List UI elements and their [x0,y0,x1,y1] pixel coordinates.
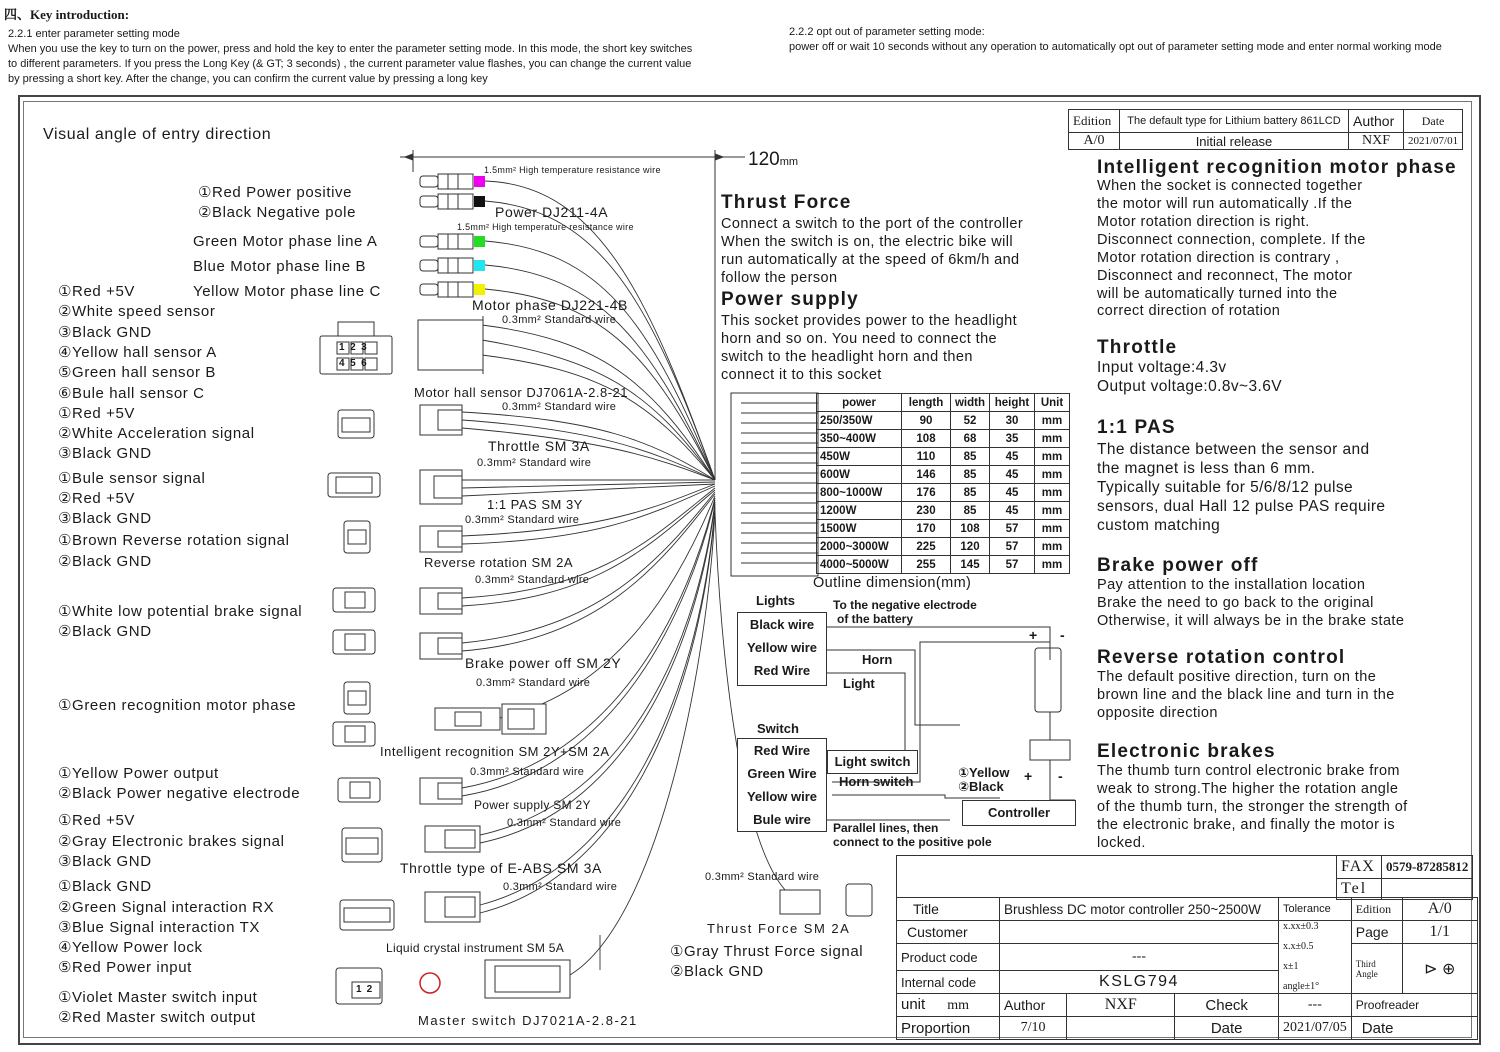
edition-desc: The default type for Lithium battery 861LCD [1120,110,1349,133]
internal-code-value: KSLG794 [1000,971,1279,994]
minus-sign-bottom: - [1058,768,1063,784]
master-pin1: ①Violet Master switch input [58,989,258,1006]
pas-pin1: ①Bule sensor signal [58,470,206,487]
dimension-cell: mm [1035,520,1070,538]
tolerance-values [1279,921,1352,994]
pas-connector-name: 1:1 PAS SM 3Y [487,497,583,512]
plus-sign-top: + [1029,627,1038,643]
dimension-cell: 85 [951,448,990,466]
tolerance-x: x±1 [1283,961,1299,972]
hall-pin-label-3: 3 [361,342,373,353]
dimension-row [817,430,1070,448]
std-wire-thrust: 0.3mm² Standard wire [705,871,820,883]
dimension-row [817,520,1070,538]
ebrake-note-4: the electronic brake, and finally the motor is [1097,817,1396,833]
high-temp-wire-2: 1.5mm² High temperature resistance wire [457,222,634,232]
lights-wire-yellow: Yellow wire [746,640,818,655]
dimension-row [817,448,1070,466]
master-pins [356,984,377,995]
pas-pin3: ③Black GND [58,510,152,527]
dimension-cell: 255 [902,556,951,574]
power-positive-label: ①Red Power positive [198,184,353,201]
green-wire-marker [474,236,485,247]
ebrake-note-1: The thumb turn control electronic brake from [1097,763,1400,779]
hall-pin-label-5: 5 [350,358,362,369]
controller-box: Controller [962,800,1076,826]
hall-pin3: ③Black GND [58,324,152,341]
recog-text-4: Disconnect connection, complete. If the [1097,232,1366,248]
lights-wire-black: Black wire [749,617,815,632]
proofreader-label: Proofreader [1351,994,1477,1017]
view-label: Visual angle of entry direction [43,126,272,143]
date-label-tb: Date [1175,1017,1279,1040]
power-supply-text-1: This socket provides power to the headlight [721,313,1018,329]
pas-note-2: the magnet is less than 6 mm. [1097,460,1316,477]
master-switch-ring [420,973,440,993]
unit-row [897,994,1000,1017]
dimension-row [817,412,1070,430]
tolerance-label: Tolerance [1279,898,1352,921]
reverse-note-title: Reverse rotation control [1097,647,1346,668]
dimension-cell: 45 [990,448,1035,466]
negative-electrode-note [833,598,977,626]
dimension-cell: 800~1000W [817,484,902,502]
dimension-cell: 225 [902,538,951,556]
recog-text-5: Motor rotation direction is contrary , [1097,250,1340,266]
section-title: 四、Key introduction: [4,7,130,22]
lcd-pin3: ③Blue Signal interaction TX [58,919,260,936]
edition-header: Edition [1069,110,1120,133]
hall-pin-label-6: 6 [361,358,373,369]
phase-b-label: Blue Motor phase line B [193,258,367,275]
brake-note-title: Brake power off [1097,555,1259,576]
enter-mode-line-2: to different parameters. If you press the Long Key (& GT; 3 seconds) , the current parameter value flashes, you can change the current value [8,58,692,70]
dimension-cell: 230 [902,502,951,520]
black-pin-label: ②Black [958,779,1004,794]
throttle-note-1: Input voltage:4.3v [1097,359,1227,376]
recog-text-6: Disconnect and reconnect, The motor [1097,268,1353,284]
throttle-pin1: ①Red +5V [58,405,136,422]
lcd-connector-name: Liquid crystal instrument SM 5A [386,941,565,955]
hall-connector-name: Motor hall sensor DJ7061A-2.8-21 [414,385,628,400]
tolerance-xx: x.x±0.5 [1283,941,1314,952]
supply-pin1: ①Yellow Power output [58,765,219,782]
dimension-cell: 45 [990,502,1035,520]
negative-pole-label: ②Black Negative pole [198,204,357,221]
edition-value: A/0 [1069,133,1120,150]
thrust-title: Thrust Force [721,192,852,213]
master-pin-label-2: 2 [366,984,378,995]
dimension-cell: 85 [951,466,990,484]
dimension-cell: 85 [951,502,990,520]
product-code-value: --- [1000,944,1279,971]
thrust-text-3: run automatically at the speed of 6km/h and [721,252,1020,268]
lcd-pin5: ⑤Red Power input [58,959,192,976]
power-supply-text-2: horn and so on. You need to connect the [721,331,998,347]
pas-note-1: The distance between the sensor and [1097,441,1370,458]
customer-value [1000,921,1279,944]
switch-wire-red: Red Wire [753,743,811,758]
enter-mode-title: 2.2.1 enter parameter setting mode [8,28,180,40]
dimension-cell: 45 [990,466,1035,484]
ebrake-note-title: Electronic brakes [1097,741,1276,762]
pas-note-title: 1:1 PAS [1097,417,1176,438]
internal-code-label: Internal code [897,971,1000,994]
dimension-table-header [817,394,1070,412]
ebrake-note-2: weak to strong.The higher the rotation angle [1097,781,1399,797]
lights-label: Lights [756,593,795,608]
yellow-wire-marker [474,284,485,295]
author-label-tb: Author [1000,994,1067,1017]
thrust-text-1: Connect a switch to the port of the controller [721,216,1024,232]
product-code-label: Product code [897,944,1000,971]
power-connectors [420,174,473,297]
hall-pin5: ⑤Green hall sensor B [58,364,217,381]
thrust-pin2: ②Black GND [670,963,764,980]
light-label: Light [843,676,875,691]
recog-text-3: Motor rotation direction is right. [1097,214,1310,230]
projection-symbol-icon: ⊳ ⊕ [1402,944,1477,994]
supply-pin2: ②Black Power negative electrode [58,785,301,802]
power-supply-title: Power supply [721,289,859,310]
tel-label: Tel [1337,879,1382,900]
std-wire-brake: 0.3mm² Standard wire [476,677,591,689]
author-value-tb: NXF [1067,994,1175,1017]
yellow-black-label [958,766,1009,794]
dimension-row [817,484,1070,502]
pas-note-4: sensors, dual Hall 12 pulse PAS require [1097,498,1386,515]
page-label: Page [1351,921,1402,944]
pas-pin2: ②Red +5V [58,490,136,507]
tolerance-xxx: x.xx±0.3 [1283,921,1319,932]
dimension-cell: 145 [951,556,990,574]
master-connector-name: Master switch DJ7021A-2.8-21 [418,1013,638,1028]
dimension-cell: 1200W [817,502,902,520]
edition-date-value: 2021/07/01 [1404,133,1463,150]
throttle-connector-name: Throttle SM 3A [488,438,590,454]
brake-note-2: Brake the need to go back to the original [1097,595,1374,611]
proportion-label: Proportion [901,1019,971,1037]
lights-wire-box [737,612,827,686]
phase-c-label: Yellow Motor phase line C [193,283,381,300]
power-supply-text-4: connect it to this socket [721,367,882,383]
ebrake-pin1: ①Red +5V [58,812,136,829]
dimension-caption: Outline dimension(mm) [813,575,972,591]
thrust-connector-name: Thrust Force SM 2A [707,921,851,936]
dimension-cell: 68 [951,430,990,448]
third-angle-line-2: Angle [1355,968,1378,979]
phase-connector-name: Motor phase DJ221-4B [472,297,628,313]
switch-wire-green: Green Wire [747,766,817,781]
std-wire-hall: 0.3mm² Standard wire [502,401,617,413]
brake-pin1: ①White low potential brake signal [58,603,303,620]
supply-connector-name: Power supply SM 2Y [474,798,591,812]
enter-mode-line-1: When you use the key to turn on the power, press and hold the key to enter the parameter setting mode. In this mode, the short key switches [8,43,693,55]
title-label: Title [897,898,1000,921]
lights-wire-red: Red Wire [753,663,811,678]
edition-date-header: Date [1404,110,1463,133]
recog-text-1: When the socket is connected together [1097,178,1363,194]
dimension-cell: mm [1035,556,1070,574]
dimension-cell: 57 [990,556,1035,574]
thrust-text-4: follow the person [721,270,838,286]
brake-note-1: Pay attention to the installation location [1097,577,1366,593]
tolerance-angle: angle±1° [1283,981,1320,992]
hall-pins-bottom [339,358,372,369]
dimension-cell: 250/350W [817,412,902,430]
recog-pin1: ①Green recognition motor phase [58,697,297,714]
lcd-pin2: ②Green Signal interaction RX [58,899,275,916]
black-wire-marker [474,196,485,207]
horn-switch-label: Horn switch [839,774,914,789]
dimension-number: 120 [748,149,780,170]
switch-label: Switch [757,721,799,736]
edition-author-value: NXF [1349,133,1404,150]
dimension-cell: 108 [951,520,990,538]
dimension-unit: mm [779,156,799,168]
dimension-cell: 85 [951,484,990,502]
dimension-value [748,149,798,171]
throttle-note-2: Output voltage:0.8v~3.6V [1097,378,1282,395]
unit-value: mm [947,998,969,1013]
dimension-row [817,556,1070,574]
edition-release: Initial release [1120,133,1349,150]
reverse-connector-name: Reverse rotation SM 2A [424,555,574,570]
recog-text-8: correct direction of rotation [1097,303,1281,319]
plus-sign-bottom: + [1024,768,1033,784]
reverse-note-3: opposite direction [1097,705,1218,721]
lcd-pin1: ①Black GND [58,878,152,895]
power-supply-text-3: switch to the headlight horn and then [721,349,973,365]
title-value: Brushless DC motor controller 250~2500W [1000,898,1279,921]
parallel-line-2: connect to the positive pole [833,835,992,849]
hall-pin-label-1: 1 [339,342,351,353]
edition-value-tb: A/0 [1402,898,1477,921]
light-switch-box: Light switch [827,750,918,774]
dim-col-height: height [990,394,1035,412]
dimension-cell: mm [1035,538,1070,556]
dim-col-power: power [817,394,902,412]
reverse-pin2: ②Black GND [58,553,152,570]
hall-pin-label-4: 4 [339,358,351,369]
throttle-note-title: Throttle [1097,337,1178,358]
dimension-cell: 170 [902,520,951,538]
inline-connectors [420,405,872,998]
std-wire-ebrake: 0.3mm² Standard wire [503,881,618,893]
switch-wire-blue: Bule wire [753,812,811,827]
throttle-pin3: ③Black GND [58,445,152,462]
exit-mode-title: 2.2.2 opt out of parameter setting mode: [789,26,985,38]
dimension-cell: 350~400W [817,430,902,448]
edition-label-tb: Edition [1351,898,1402,921]
dimension-cell: mm [1035,430,1070,448]
left-connector-icons [328,410,394,1004]
master-pin2: ②Red Master switch output [58,1009,256,1026]
fax-value: 0579-87285812 [1382,856,1473,879]
phase-a-label: Green Motor phase line A [193,233,378,250]
pink-wire-marker [474,176,485,187]
dimension-cell: 176 [902,484,951,502]
recog-text-2: the motor will run automatically .If the [1097,196,1353,212]
edition-table [1068,109,1463,150]
yellow-pin-label: ①Yellow [958,765,1010,780]
fax-label: FAX [1337,856,1382,879]
dim-col-unit: Unit [1035,394,1070,412]
std-wire-throttle: 0.3mm² Standard wire [477,457,592,469]
dimension-cell: mm [1035,412,1070,430]
unit-label: unit [901,996,926,1013]
dimension-cell: 30 [990,412,1035,430]
dimension-cell: 57 [990,520,1035,538]
reverse-pin1: ①Brown Reverse rotation signal [58,532,290,549]
dimension-cell: 1500W [817,520,902,538]
reverse-note-2: brown line and the black line and turn in the [1097,687,1395,703]
dimension-row [817,538,1070,556]
brake-note-3: Otherwise, it will always be in the brake state [1097,613,1405,629]
proportion-row [897,1017,1000,1040]
std-wire-phase: 0.3mm² Standard wire [502,314,617,326]
lcd-pin4: ④Yellow Power lock [58,939,203,956]
std-wire-pas: 0.3mm² Standard wire [465,514,580,526]
proportion-value: 7/10 [1000,1017,1067,1040]
dimension-row [817,502,1070,520]
page-value: 1/1 [1402,921,1477,944]
master-pin-label-1: 1 [356,984,367,995]
dim-col-width: width [951,394,990,412]
dimension-table-body [817,412,1070,574]
dimension-cell: 120 [951,538,990,556]
dimension-cell: 4000~5000W [817,556,902,574]
recog-text-7: will be automatically turned into the [1097,286,1338,302]
fax-table [1336,855,1473,900]
dim-col-length: length [902,394,951,412]
edition-author-header: Author [1349,110,1404,133]
dimension-cell: 35 [990,430,1035,448]
pas-note-3: Typically suitable for 5/6/8/12 pulse [1097,479,1354,496]
dimension-cell: 146 [902,466,951,484]
high-temp-wire-1: 1.5mm² High temperature resistance wire [484,165,661,175]
reverse-note-1: The default positive direction, turn on the [1097,669,1377,685]
recog-title: Intelligent recognition motor phase [1097,157,1457,178]
date-value-tb: 2021/07/05 [1279,1017,1352,1040]
dimension-cell: 110 [902,448,951,466]
dimension-table [816,393,1070,574]
hall-pin1: ①Red +5V [58,283,136,300]
switch-wire-box [737,738,827,832]
dimension-cell: 2000~3000W [817,538,902,556]
switch-wire-yellow: Yellow wire [746,789,818,804]
throttle-pin2: ②White Acceleration signal [58,425,255,442]
dimension-cell: mm [1035,484,1070,502]
dimension-row [817,466,1070,484]
horn-label: Horn [862,652,893,667]
date2-label: Date [1351,1017,1477,1040]
power-connector-name: Power DJ211-4A [495,204,609,220]
std-wire-recog: 0.3mm² Standard wire [470,766,585,778]
third-angle-line-1: Third [1355,958,1376,969]
dimension-cell: 90 [902,412,951,430]
minus-sign-top: - [1060,627,1065,643]
hall-pin6: ⑥Bule hall sensor C [58,385,205,402]
check-label: Check [1175,994,1279,1017]
ebrake-pin3: ③Black GND [58,853,152,870]
check-value: --- [1279,994,1352,1017]
std-wire-supply: 0.3mm² Standard wire [507,817,622,829]
controller-body [731,393,818,576]
enter-mode-line-3: by pressing a short key. After the change, you can confirm the current value by pressing a long key [8,73,488,85]
dimension-cell: 45 [990,484,1035,502]
dimension-cell: 450W [817,448,902,466]
ebrake-connector-name: Throttle type of E-ABS SM 3A [400,860,602,876]
parallel-line-1: Parallel lines, then [833,821,939,835]
proportion-blank [1067,1017,1175,1040]
std-wire-reverse: 0.3mm² Standard wire [475,574,590,586]
brake-pin2: ②Black GND [58,623,152,640]
cyan-wire-marker [474,260,485,271]
recog-connector-name: Intelligent recognition SM 2Y+SM 2A [380,744,610,759]
hall-pin-label-2: 2 [350,342,362,353]
dimension-cell: mm [1035,502,1070,520]
dimension-cell: 108 [902,430,951,448]
negative-electrode-line-1: To the negative electrode [833,598,977,612]
ebrake-note-3: of the thumb turn, the stronger the strength of [1097,799,1408,815]
customer-label: Customer [897,921,1000,944]
dimension-cell: mm [1035,466,1070,484]
thrust-text-2: When the switch is on, the electric bike will [721,234,1013,250]
ebrake-pin2: ②Gray Electronic brakes signal [58,833,285,850]
brake-connector-name: Brake power off SM 2Y [465,655,622,671]
negative-electrode-line-2: of the battery [837,612,914,626]
dimension-cell: mm [1035,448,1070,466]
ebrake-note-5: locked. [1097,835,1146,851]
dimension-cell: 52 [951,412,990,430]
pas-note-5: custom matching [1097,517,1221,534]
third-angle-label [1351,944,1402,994]
exit-mode-line: power off or wait 10 seconds without any operation to automatically opt out of parameter setting mode and enter normal working mode [789,41,1442,53]
thrust-pin1: ①Gray Thrust Force signal [670,943,864,960]
hall-pin2: ②White speed sensor [58,303,216,320]
hall-pin4: ④Yellow hall sensor A [58,344,217,361]
dimension-cell: 600W [817,466,902,484]
dimension-cell: 57 [990,538,1035,556]
title-table [896,897,1478,1040]
hall-pins-top [339,342,372,353]
